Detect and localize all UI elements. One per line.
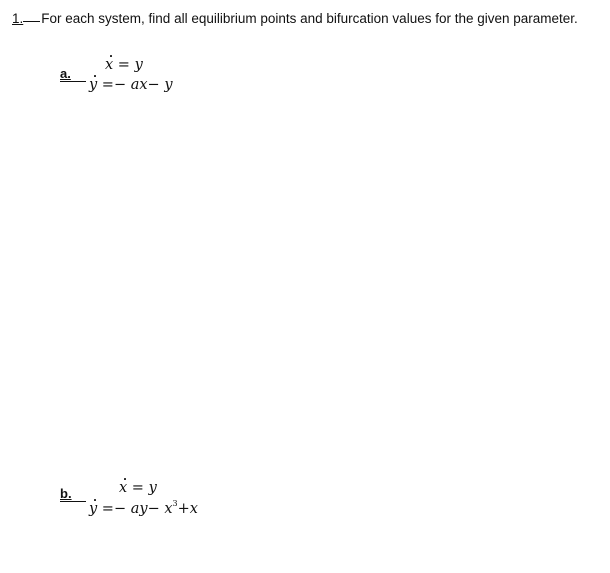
part-b-label: b. [60,486,72,501]
equation-b-2-exponent: 3 [172,499,178,508]
question-underline [23,21,40,22]
equation-a-2 [89,78,173,93]
equation-b-2 [89,500,198,517]
equation-a-1-rhs: y [134,57,143,73]
equation-b-2-rhs-a: ay− x [130,501,173,517]
part-b-underline [60,501,86,502]
equation-b-1-rhs: y [148,480,157,496]
part-a-underline [60,81,86,82]
equation-b-1 [119,481,157,496]
equation-b-1-rel: = [127,480,149,496]
equation-a-2-lhs: y [89,77,98,93]
equation-a-2-rhs: ax− y [130,77,173,93]
part-a-label: a. [60,66,71,81]
question-number: 1. [12,11,24,26]
question-1 [12,11,578,26]
equation-a-2-rel: =− [97,77,131,93]
question-text: For each system, find all equilibrium points and bifurcation values for the given parameter. [41,11,578,26]
equation-a-1 [105,58,143,73]
equation-b-2-lhs: y [89,501,98,517]
equation-a-1-lhs: x [105,57,114,73]
equation-a-1-rel: = [113,57,135,73]
equation-b-2-rel: =− [97,501,131,517]
equation-b-2-rhs-b: +x [177,501,198,517]
equation-b-1-lhs: x [119,480,128,496]
